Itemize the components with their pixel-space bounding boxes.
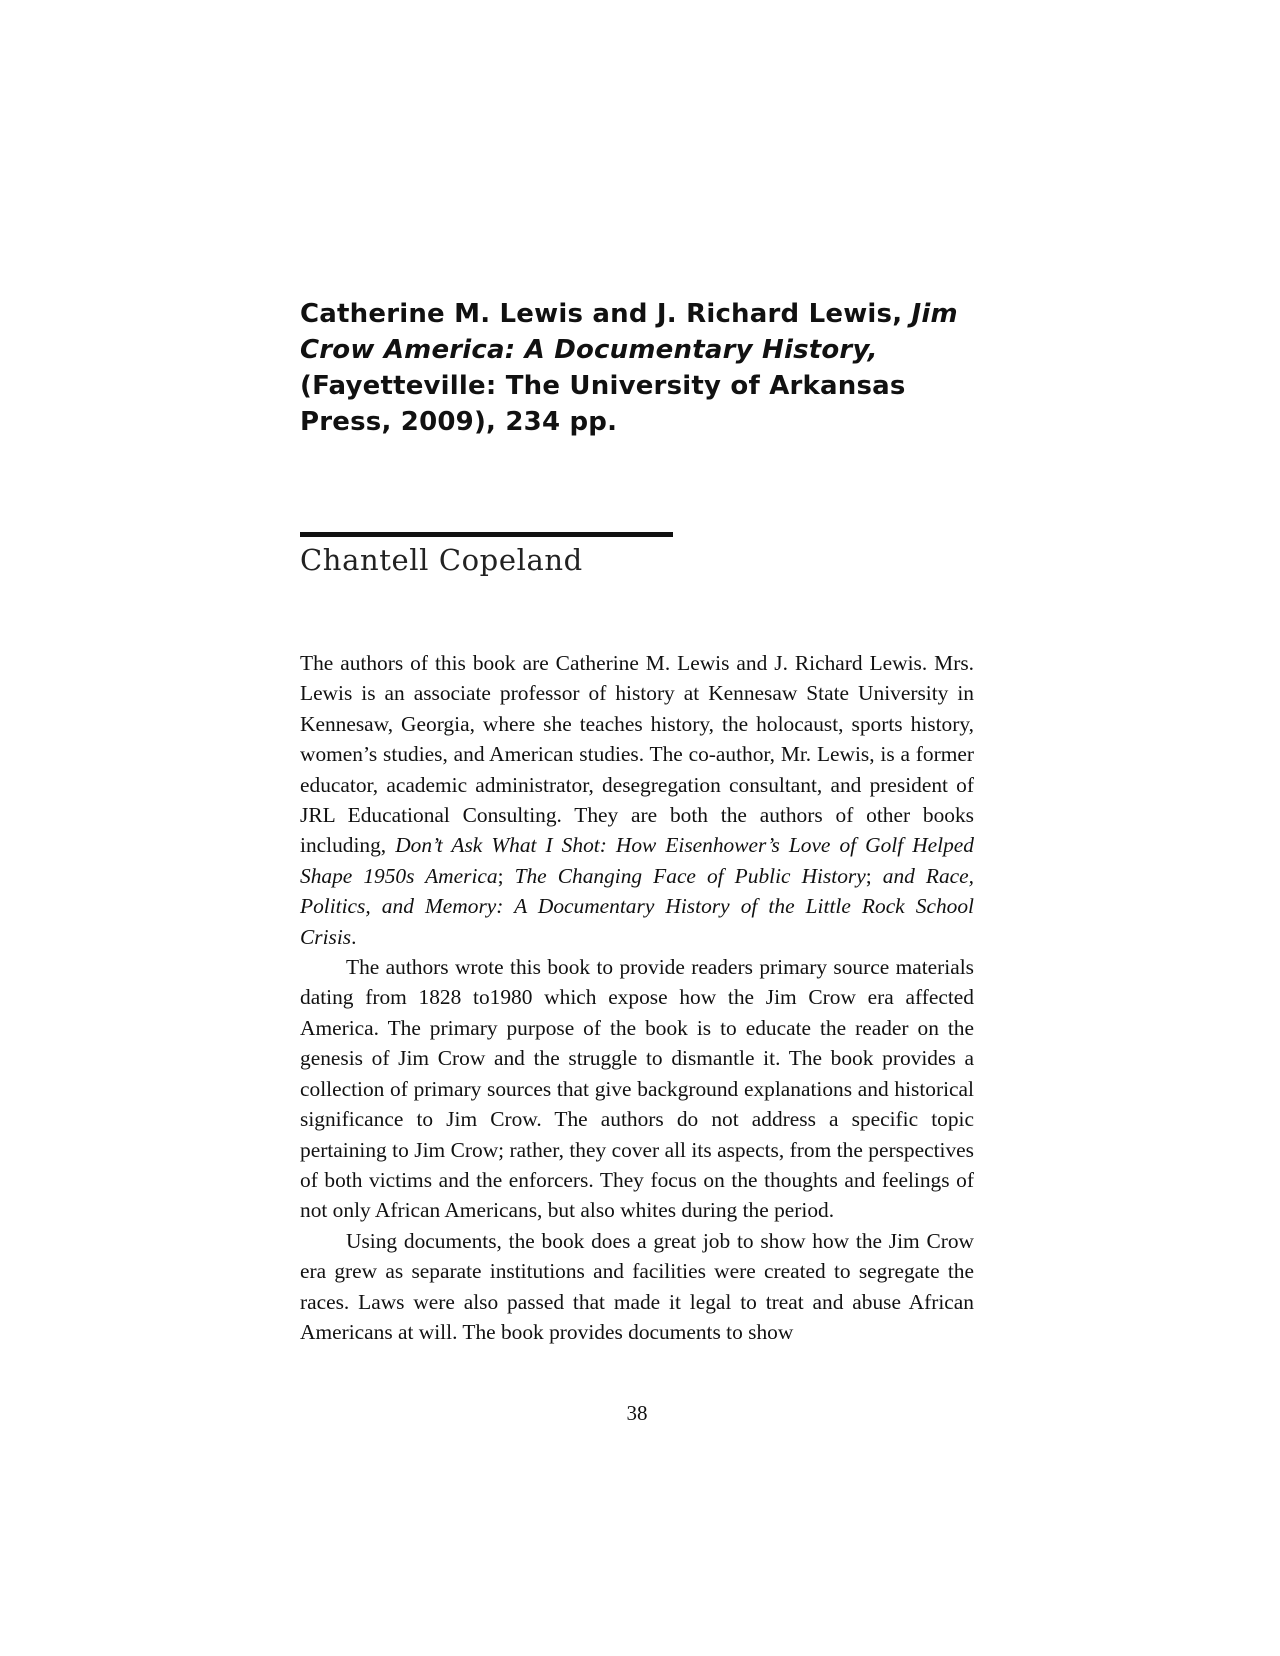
review-body bbox=[300, 648, 974, 1347]
paragraph-purpose: The authors wrote this book to provide readers primary source materials dating from 1828 to1980 which expose how the Jim Crow era affected America. The primary purpose of the book is to educate the reader on the genesis of Jim Crow and the struggle to dismantle it. The book provides a collection of primary sources that give background explanations and historical significance to Jim Crow. The authors do not address a specific topic pertaining to Jim Crow; rather, they cover all its aspects, from the perspectives of both victims and the enforcers. They focus on the thoughts and feelings of not only African Americans, but also whites during the period. bbox=[300, 955, 974, 1223]
paragraph-documents: Using documents, the book does a great job to show how the Jim Crow era grew as separate institutions and facilities were created to segregate the races. Laws were also passed that made it legal to treat and abuse African Americans at will. The book provides documents to show bbox=[300, 1228, 974, 1344]
paragraph-authors bbox=[300, 648, 974, 952]
paragraph-text: ; bbox=[865, 863, 883, 888]
paragraph-text: The authors of this book are Catherine M. Lewis and J. Richard Lewis. Mrs. Lewis is an associate professor of history at Kennesaw State University in Kennesaw, Georgia, where she teaches history, the holocaust, sports history, women’s studies, and American studies. The co-author, Mr. Lewis, is a former educator, academic administrator, desegregation consultant, and president of JRL Educational Consulting. They are both the authors of other books including, bbox=[300, 651, 974, 858]
reviewer-name: Chantell Copeland bbox=[300, 543, 583, 577]
reviewer-rule bbox=[300, 532, 673, 537]
paragraph-text: ; bbox=[497, 863, 515, 888]
book-authors: Catherine M. Lewis and J. Richard Lewis, bbox=[300, 299, 912, 329]
book-title-ref: and Race, Politics, and Memory: A Documentary History of the Little Rock School Crisis bbox=[300, 863, 975, 949]
page-number: 38 bbox=[626, 1401, 648, 1425]
review-heading bbox=[300, 296, 980, 440]
book-title-ref: Don’t Ask What I Shot: How Eisenhower’s Love of Golf Helped Shape 1950s America bbox=[300, 833, 974, 888]
paragraph-text: . bbox=[351, 924, 357, 949]
book-title-ref: The Changing Face of Public History bbox=[514, 863, 866, 888]
book-title: Jim Crow America: A Documentary History, bbox=[300, 299, 958, 365]
publication-info: (Fayetteville: The University of Arkansas Press, 2009), 234 pp. bbox=[300, 371, 906, 437]
